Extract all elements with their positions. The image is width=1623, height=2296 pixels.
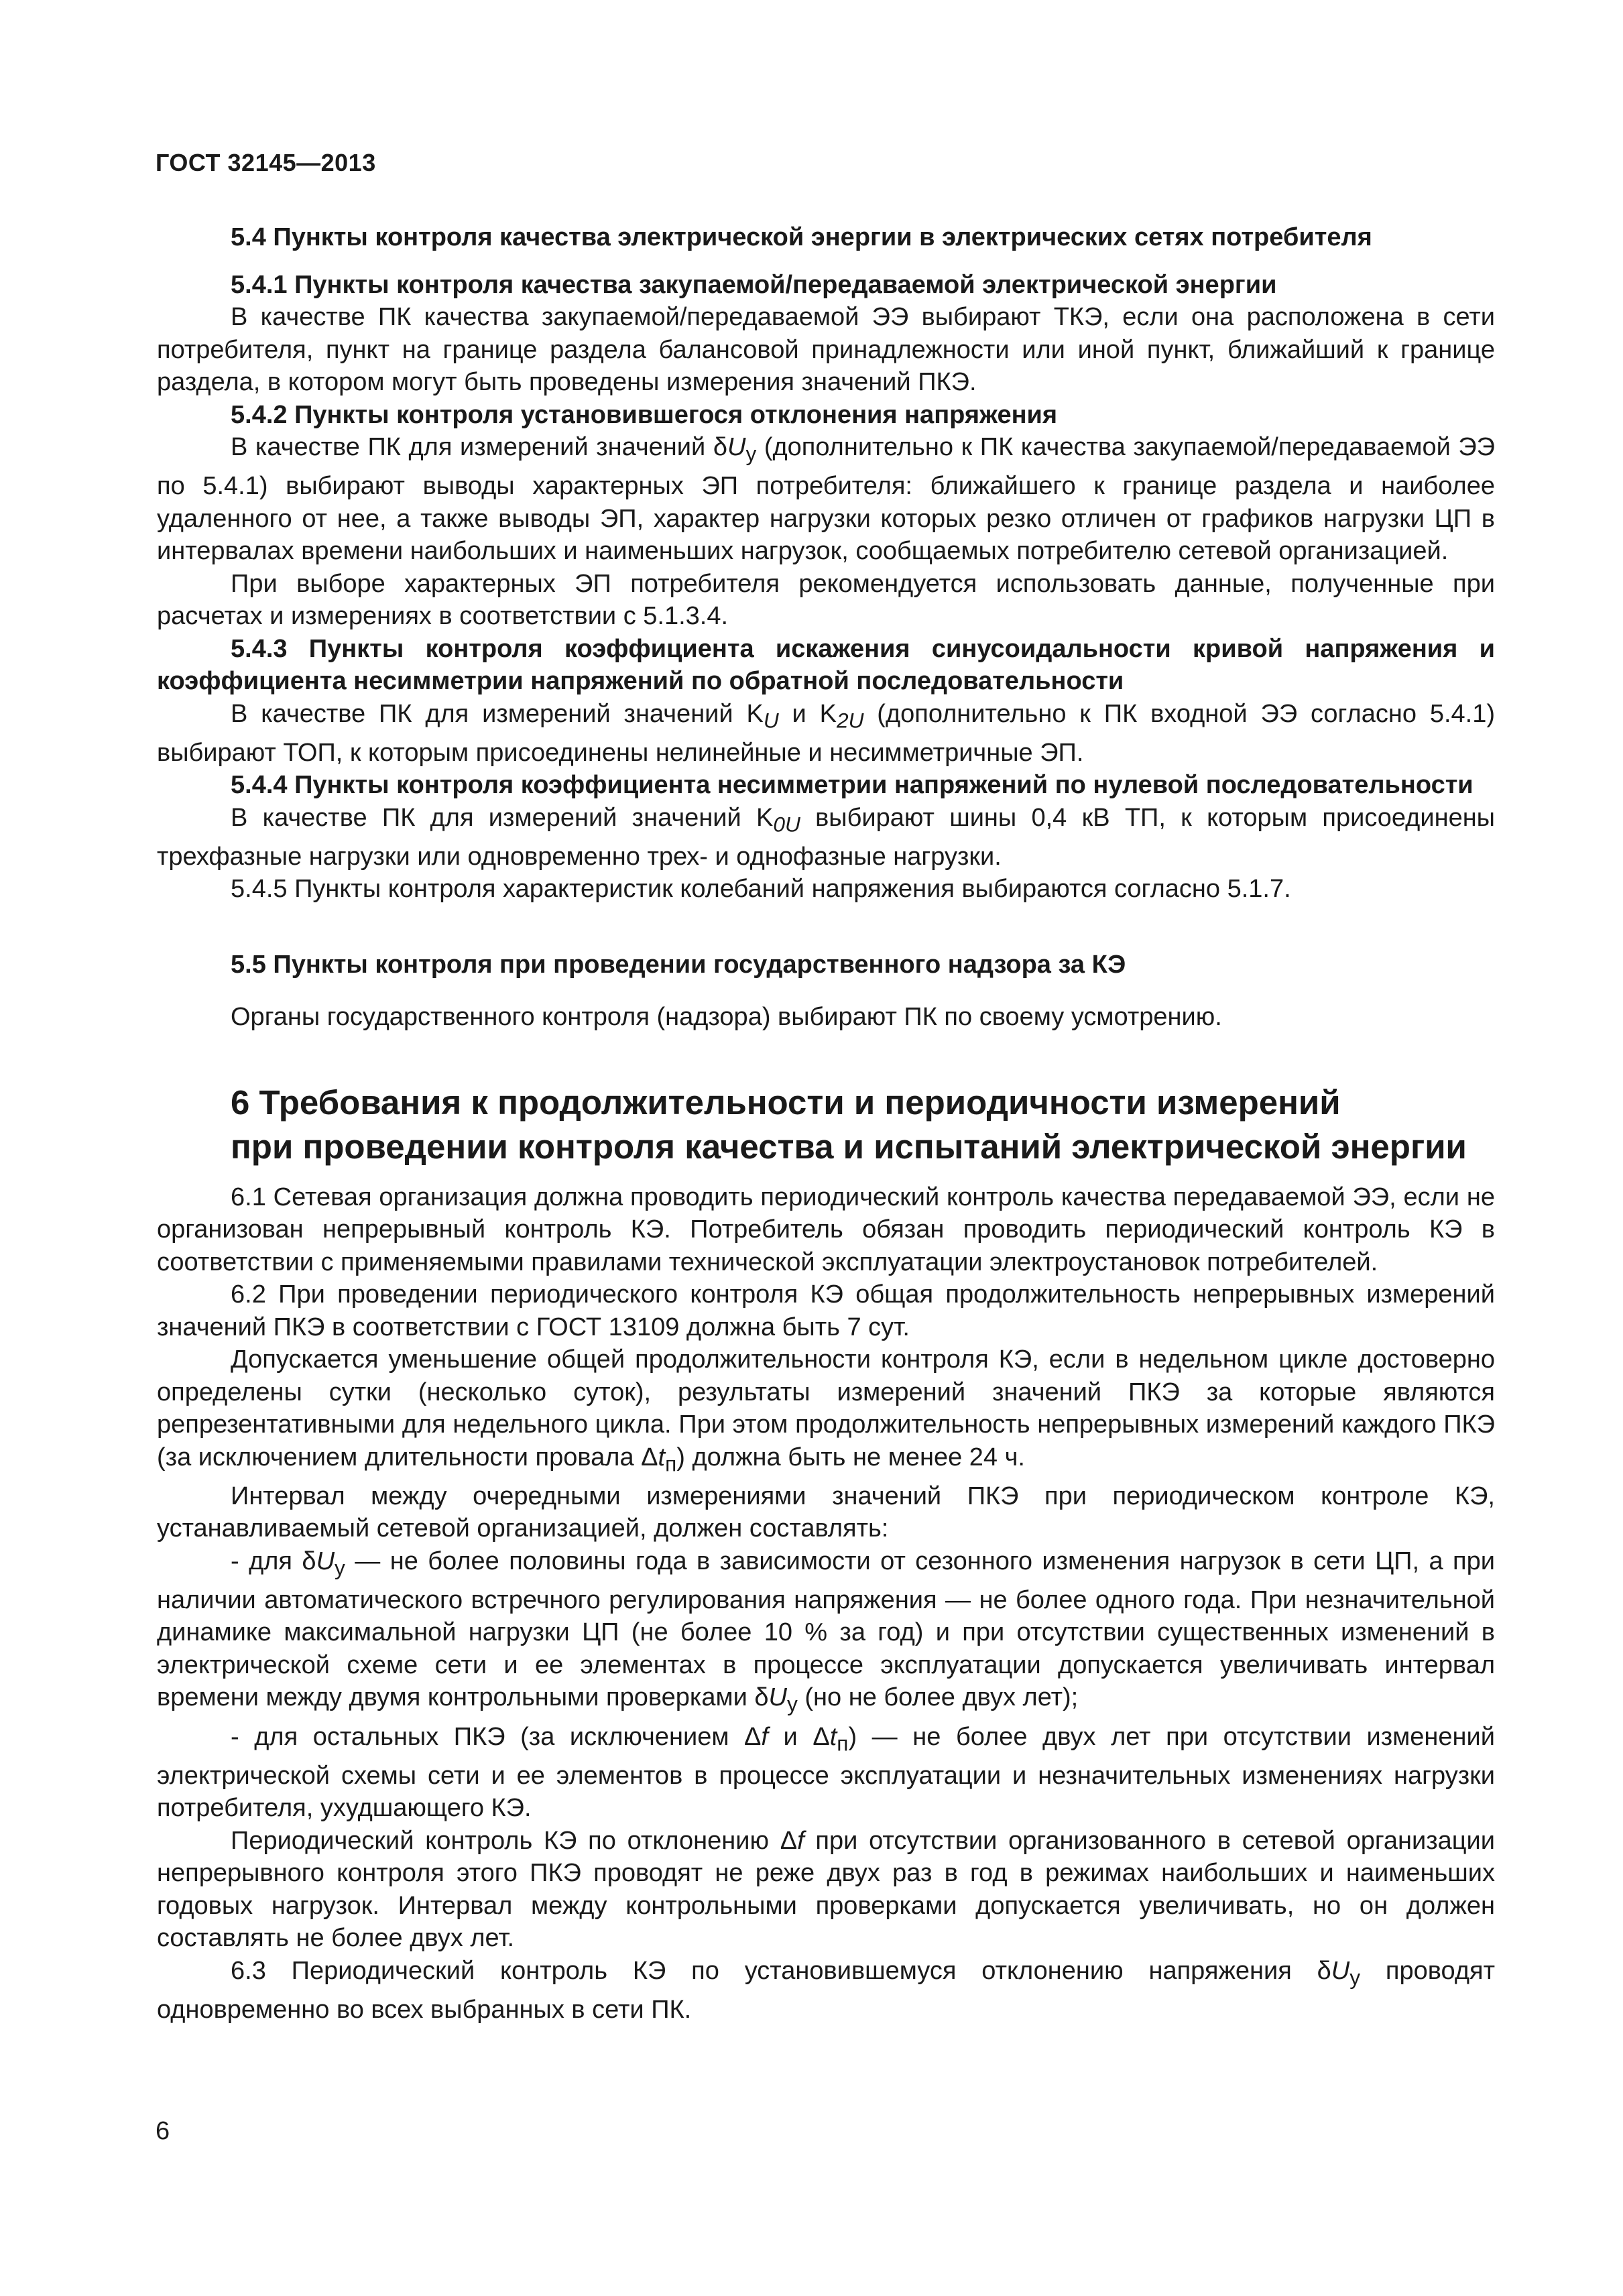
list-item-voltage-deviation: - для $\delta U_у$ — не более половины года в зависимости от сезонного изменения нагрузок в сети ЦП, а при наличии автоматического встречного регулирования напряжения — не более одного года. При незначительной динамике максимальной нагрузки ЦП (не более 10 % за год) и при отсутствии существенных изменений в электрической схеме сети и ее элементах в процессе эксплуатации допускается увеличивать интервал времени между двумя контрольными проверками $\delta U_у$ (но не более двух лет); <box>157 1547 1495 1717</box>
standard-code-header: ГОСТ 32145—2013 <box>156 149 376 176</box>
section-5-5-title: 5.5 Пункты контроля при проведении государственного надзора за КЭ <box>231 950 1126 979</box>
section-5-4-4-title: 5.4.4 Пункты контроля коэффициента несимметрии напряжений по нулевой последовательности <box>231 771 1474 800</box>
section-5-4-2-title: 5.4.2 Пункты контроля установившегося отклонения напряжения <box>231 400 1058 429</box>
section-5-4-4-text: В качестве ПК для измерений значений $K_{0U}$ выбирают шины 0,4 кВ ТП, к которым присоединены трехфазные нагрузки или одновременно трех- и однофазные нагрузки. <box>157 803 1495 871</box>
page-number: 6 <box>156 2117 170 2145</box>
section-5-4-1-text: В качестве ПК качества закупаемой/передаваемой ЭЭ выбирают ТКЭ, если она расположена в сети потребителя, пункт на границе раздела балансовой принадлежности или иной пункт, ближайший к границе раздела, в котором могут быть проведены измерения значений ПКЭ. <box>157 303 1495 396</box>
section-6-heading-line-2: при проведении контроля качества и испытаний электрической энергии <box>231 1127 1467 1166</box>
list-item-other-indicators: - для остальных ПКЭ (за исключением Δf и $\Delta t_п$) — не более двух лет при отсутствии изменений электрической схемы сети и ее элементов в процессе эксплуатации и незначительных изменениях нагрузки потребителя, ухудшающего КЭ. <box>157 1722 1495 1823</box>
paragraph-measurement-interval: Интервал между очередными измерениями значений ПКЭ при периодическом контроле КЭ, устанавливаемый сетевой организацией, должен составлять: <box>157 1482 1495 1543</box>
page-content <box>157 221 1495 2026</box>
section-5-4-5-text: 5.4.5 Пункты контроля характеристик колебаний напряжения выбираются согласно 5.1.7. <box>231 875 1291 904</box>
section-6-heading <box>157 1081 1495 1169</box>
section-6-heading-line-1: 6 Требования к продолжительности и периодичности измерений <box>231 1083 1341 1122</box>
section-5-4-1-title: 5.4.1 Пункты контроля качества закупаемой/передаваемой электрической энергии <box>231 270 1277 299</box>
section-5-4-3-title: 5.4.3 Пункты контроля коэффициента искажения синусоидальности кривой напряжения и коэффициента несимметрии напряжений по обратной последовательности <box>157 634 1495 696</box>
section-5-4-3-text: В качестве ПК для измерений значений $K_U$ и $K_{2U}$ (дополнительно к ПК входной ЭЭ согласно 5.4.1) выбирают ТОП, к которым присоединены нелинейные и несимметричные ЭП. <box>157 699 1496 767</box>
paragraph-6-3: 6.3 Периодический контроль КЭ по установившемуся отклонению напряжения $\delta U_у$ проводят одновременно во всех выбранных в сети ПК. <box>157 1956 1495 2024</box>
paragraph-frequency-control: Периодический контроль КЭ по отклонению Δf при отсутствии организованного в сетевой организации непрерывного контроля этого ПКЭ проводят не реже двух раз в год в режимах наибольших и наименьших годовых нагрузок. Интервал между контрольными проверками допускается увеличивать, но он должен составлять не более двух лет. <box>157 1826 1495 1953</box>
section-5-5-text: Органы государственного контроля (надзора) выбирают ПК по своему усмотрению. <box>231 1003 1222 1032</box>
section-5-4-2-text: В качестве ПК для измерений значений $\delta U_у$ (дополнительно к ПК качества закупаемой/передаваемой ЭЭ по 5.4.1) выбирают выводы характерных ЭП потребителя: ближайшего к границе раздела и наиболее удаленного от нее, а также выводы ЭП, характер нагрузки которых резко отличен от графиков нагрузки ЦП в интервалах времени наибольших и наименьших нагрузок, сообщаемых потребителю сетевой организацией. <box>157 433 1495 566</box>
paragraph-6-2: 6.2 При проведении периодического контроля КЭ общая продолжительность непрерывных измерений значений ПКЭ в соответствии с ГОСТ 13109 должна быть 7 сут. <box>157 1280 1495 1341</box>
section-5-4-title: 5.4 Пункты контроля качества электрической энергии в электрических сетях потребителя <box>231 223 1372 251</box>
section-5-4-2-recommendation: При выборе характерных ЭП потребителя рекомендуется использовать данные, полученные при расчетах и измерениях в соответствии с 5.1.3.4. <box>157 569 1495 631</box>
paragraph-6-1: 6.1 Сетевая организация должна проводить периодический контроль качества передаваемой ЭЭ, если не организован непрерывный контроль КЭ. Потребитель обязан проводить периодический контроль КЭ в соответствии с применяемыми правилами технической эксплуатации электроустановок потребителей. <box>157 1183 1495 1276</box>
paragraph-reduction-allowed: Допускается уменьшение общей продолжительности контроля КЭ, если в недельном цикле достоверно определены сутки (несколько суток), результаты измерений значений ПКЭ за которые являются репрезентативными для недельного цикла. При этом продолжительность непрерывных измерений каждого ПКЭ (за исключением длительности провала $\Delta t_п$) должна быть не менее 24 ч. <box>157 1345 1495 1476</box>
